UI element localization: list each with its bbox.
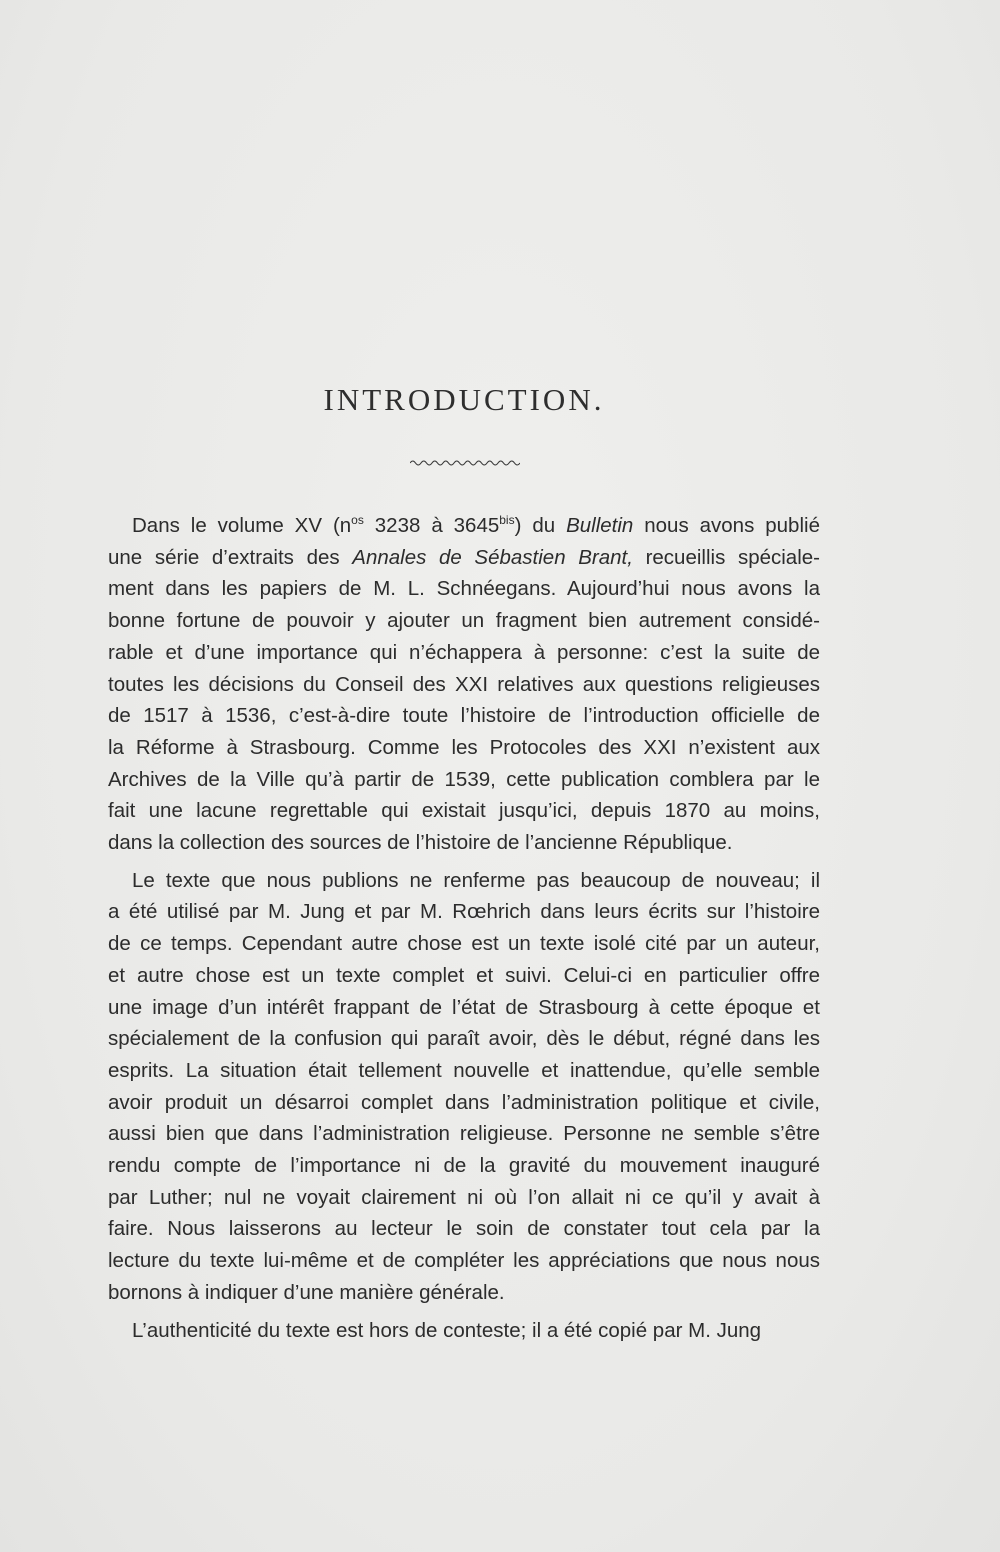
italic-title: Bulletin bbox=[566, 514, 634, 537]
paragraph bbox=[108, 1315, 820, 1347]
text-line bbox=[108, 827, 820, 859]
text-line bbox=[108, 1055, 820, 1087]
text-segment: ment dans les papiers de M. L. Schnéegans. Aujourd’hui nous avons la bbox=[108, 577, 820, 601]
text-segment: toutes les décisions du Conseil des XXI relatives aux questions religieuses bbox=[108, 672, 820, 696]
text-line bbox=[108, 764, 820, 796]
text-segment: aussi bien que dans l’administration religieuse. Personne ne semble s’être bbox=[108, 1122, 820, 1146]
text-segment: une série d’extraits des bbox=[108, 545, 353, 569]
superscript: os bbox=[351, 513, 364, 527]
body-text bbox=[108, 510, 820, 1346]
superscript: bis bbox=[499, 513, 515, 527]
text-line bbox=[108, 573, 820, 605]
text-segment: rable et d’une importance qui n’échappera à personne: c’est la suite de bbox=[108, 640, 820, 664]
text-segment: Archives de la Ville qu’à partir de 1539, cette publication comblera par le bbox=[108, 767, 820, 791]
text-segment: de ce temps. Cependant autre chose est un texte isolé cité par un auteur, bbox=[108, 932, 820, 956]
text-line bbox=[108, 1213, 820, 1245]
text-segment: recueillis spéciale- bbox=[632, 545, 820, 569]
text-segment: par Luther; nul ne voyait clairement ni où l’on allait ni ce qu’il y avait à bbox=[108, 1185, 820, 1209]
text-segment: lecture du texte lui-même et de compléter les appréciations que nous nous bbox=[108, 1249, 820, 1273]
text-line bbox=[108, 960, 820, 992]
text-segment: a été utilisé par M. Jung et par M. Rœhrich dans leurs écrits sur l’histoire bbox=[108, 900, 820, 924]
text-line bbox=[108, 1277, 820, 1309]
text-line bbox=[108, 1182, 820, 1214]
text-line bbox=[108, 542, 820, 574]
text-segment: Le texte que nous publions ne renferme pas beaucoup de nouveau; il bbox=[132, 868, 820, 892]
text-segment: Dans le volume XV (n bbox=[132, 514, 352, 537]
text-line bbox=[108, 896, 820, 928]
text-line bbox=[108, 700, 820, 732]
text-segment: bonne fortune de pouvoir y ajouter un fragment bien autrement considé- bbox=[108, 609, 820, 633]
text-segment: spécialement de la confusion qui paraît avoir, dès le début, régné dans les bbox=[108, 1027, 820, 1051]
text-segment: dans la collection des sources de l’histoire de l’ancienne République. bbox=[108, 831, 733, 855]
text-line bbox=[108, 605, 820, 637]
text-line bbox=[108, 928, 820, 960]
text-segment: rendu compte de l’importance ni de la gravité du mouvement inauguré bbox=[108, 1154, 820, 1178]
text-segment: avoir produit un désarroi complet dans l’administration politique et civile, bbox=[108, 1090, 820, 1114]
text-line bbox=[108, 1315, 820, 1347]
text-line bbox=[108, 1087, 820, 1119]
paragraph bbox=[108, 865, 820, 1309]
text-line bbox=[108, 1023, 820, 1055]
text-segment: fait une lacune regrettable qui existait jusqu’ici, depuis 1870 au moins, bbox=[108, 799, 820, 823]
text-segment: 3238 à 3645 bbox=[363, 514, 500, 537]
text-line bbox=[108, 992, 820, 1024]
text-segment: une image d’un intérêt frappant de l’état de Strasbourg à cette époque et bbox=[108, 995, 820, 1019]
text-segment: nous avons publié bbox=[633, 514, 820, 537]
text-segment: et autre chose est un texte complet et suivi. Celui-ci en particulier offre bbox=[108, 963, 820, 987]
italic-title: Annales de Sébastien Brant, bbox=[352, 545, 633, 569]
text-line bbox=[108, 637, 820, 669]
text-line bbox=[108, 795, 820, 827]
text-line bbox=[108, 1118, 820, 1150]
text-segment: bornons à indiquer d’une manière générale. bbox=[108, 1280, 505, 1304]
text-segment: L’authenticité du texte est hors de conteste; il a été copié par M. Jung bbox=[132, 1318, 762, 1342]
text-line bbox=[108, 1245, 820, 1277]
wavy-rule-ornament bbox=[410, 458, 520, 468]
text-line bbox=[108, 1150, 820, 1182]
text-segment: la Réforme à Strasbourg. Comme les Protocoles des XXI n’existent aux bbox=[108, 735, 820, 759]
text-line bbox=[108, 732, 820, 764]
text-segment: esprits. La situation était tellement nouvelle et inattendue, qu’elle semble bbox=[108, 1058, 820, 1082]
text-segment: ) du bbox=[514, 514, 567, 537]
page-title: INTRODUCTION. bbox=[323, 382, 605, 417]
text-segment: faire. Nous laisserons au lecteur le soin de constater tout cela par la bbox=[108, 1217, 820, 1241]
text-line bbox=[108, 865, 820, 897]
text-line bbox=[108, 669, 820, 701]
paragraph bbox=[108, 510, 820, 859]
text-segment: de 1517 à 1536, c’est-à-dire toute l’histoire de l’introduction officielle de bbox=[108, 704, 820, 728]
text-line bbox=[108, 510, 820, 542]
